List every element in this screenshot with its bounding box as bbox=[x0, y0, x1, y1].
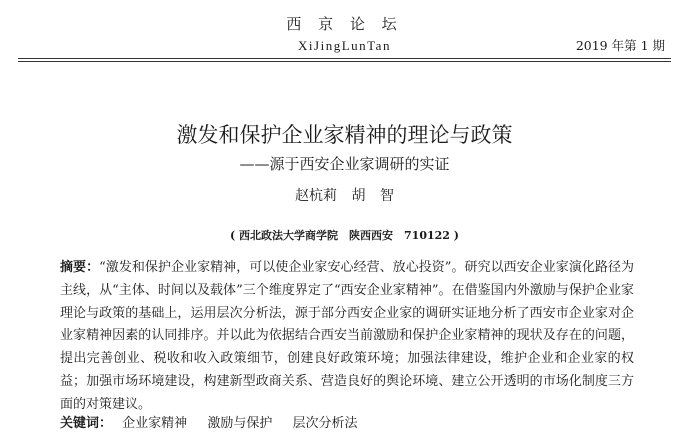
abstract-label: 摘要： bbox=[60, 260, 100, 275]
journal-pinyin: XiJingLunTan bbox=[298, 38, 391, 53]
header-rule-bottom bbox=[18, 61, 671, 62]
running-head bbox=[0, 14, 689, 60]
keywords-label: 关键词： bbox=[60, 416, 113, 431]
article-title: 激发和保护企业家精神的理论与政策 bbox=[176, 123, 513, 147]
abstract bbox=[60, 257, 634, 417]
header-rule-top bbox=[18, 58, 671, 59]
issue-info: 2019 年第 1 期 bbox=[575, 38, 665, 53]
keyword-item: 激励与保护 bbox=[207, 416, 273, 431]
article-authors: 赵杭莉 胡 智 bbox=[295, 188, 394, 204]
abstract-text: “激发和保护企业家精神，可以使企业家安心经营、放心投资”。研究以西安企业家演化路径为主线，从“主体、时间以及载体”三个维度界定了“西安企业家精神”。在借鉴国内外激励与保护企业家理论与政策的基础上，运用层次分析法，源于部分西安企业家的调研实证地分析了西安市企业家对企业家精神因素的认同排序。并以此为依据结合西安当前激励和保护企业家精神的现状及存在的问题，提出完善创业、税收和收入政策细节，创建良好政策环境；加强法律建设，维护企业和企业家的权益；加强市场环境建设，构建新型政商关系、营造良好的舆论环境、建立公开透明的市场化制度三方面的对策建议。 bbox=[60, 260, 634, 412]
journal-name: 西 京 论 坛 bbox=[286, 15, 403, 33]
author-affiliation: ( 西北政法大学商学院 陕西西安 710122 ) bbox=[230, 229, 459, 242]
keyword-item: 层次分析法 bbox=[292, 416, 358, 431]
article-subtitle: ——源于西安企业家调研的实证 bbox=[239, 155, 450, 173]
keywords bbox=[60, 414, 634, 434]
keyword-item: 企业家精神 bbox=[122, 416, 188, 431]
